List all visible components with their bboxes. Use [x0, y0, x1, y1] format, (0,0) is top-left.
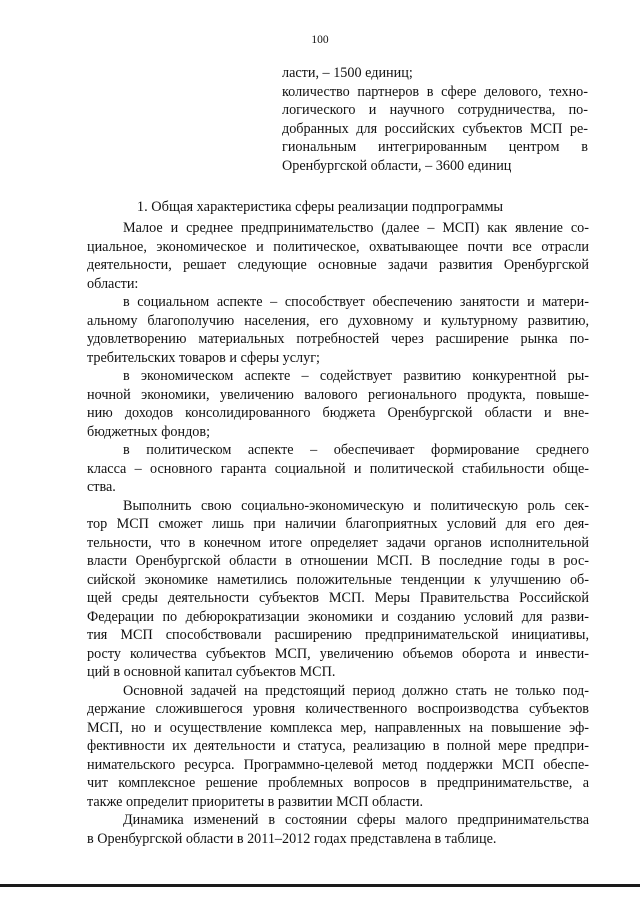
text-line: росту количества субъектов МСП, увеличению объемов оборота и инвести- [87, 645, 589, 662]
text-line: в Оренбургской области в 2011–2012 годах представлена в таблице. [87, 830, 497, 847]
indicator-line: логического и научного сотрудничества, по- [282, 102, 588, 119]
indicator-line: добранных для российских субъектов МСП ре- [282, 120, 588, 137]
text-line: Малое и среднее предпринимательство (далее – МСП) как явление со- [123, 220, 589, 236]
indicator-line: Оренбургской области, – 3600 единиц [282, 157, 512, 174]
indicator-line: ласти, – 1500 единиц; [282, 65, 413, 81]
indicator-line: гиональным интегрированным центром в [282, 139, 588, 156]
text-line: удовлетворению материальных потребностей через расширение рынка по- [87, 331, 589, 347]
paragraph-social-aspect [87, 293, 589, 367]
text-line: ства. [87, 479, 116, 495]
paragraph-intro [87, 219, 589, 293]
text-line: также определит приоритеты в развитии МСП области. [87, 793, 423, 810]
indicator-line: количество партнеров в сфере делового, техно- [282, 83, 588, 100]
text-line: нимательского ресурса. Программно-целевой метод поддержки МСП обеспе- [87, 756, 589, 773]
text-line: нию доходов консолидированного бюджета Оренбургской области и вне- [87, 405, 589, 421]
text-line: ций в основной капитал субъектов МСП. [87, 664, 336, 680]
text-line: власти Оренбургской области в отношении МСП. В последние годы в рос- [87, 553, 589, 569]
text-line: чит комплексное решение проблемных вопросов в предпринимательстве, а [87, 775, 589, 791]
text-line: Основной задачей на предстоящий период должно стать не только под- [123, 682, 589, 699]
text-line: области: [87, 275, 139, 292]
text-line: бюджетных фондов; [87, 423, 211, 440]
text-line: требительских товаров и сферы услуг; [87, 349, 320, 366]
text-line: щей среды деятельности субъектов МСП. Меры Правительства Российской [87, 590, 589, 606]
text-line: циальное, экономическое и политическое, охватывающее почти все отрасли [87, 238, 589, 255]
text-line: Выполнить свою социально-экономическую и политическую роль сек- [123, 497, 589, 514]
text-line: тельности, что в конечном итоге определяет задачи органов исполнительной [87, 534, 589, 551]
indicator-list-continuation [282, 64, 588, 176]
text-line: МСП, но и осуществление комплекса мер, направленных на повышение эф- [87, 719, 589, 736]
paragraph-dynamics [87, 811, 589, 848]
page-number: 100 [311, 34, 329, 46]
body-text [87, 219, 589, 848]
scan-bottom-border [0, 884, 640, 887]
text-line: тор МСП сможет лишь при наличии благоприятных условий для его дея- [87, 516, 589, 532]
paragraph-economic-aspect [87, 367, 589, 441]
text-line: ночной экономики, увеличению валового регионального продукта, повыше- [87, 386, 589, 403]
paragraph-main-task [87, 682, 589, 812]
text-line: сийской экономике наметились положительные тенденции к улучшению об- [87, 571, 589, 588]
text-line: в политическом аспекте – обеспечивает формирование среднего [123, 442, 589, 458]
paragraph-msp-role [87, 497, 589, 682]
text-line: фективности их деятельности и статуса, реализацию в полной мере предпри- [87, 738, 589, 754]
text-line: в экономическом аспекте – содействует развитию конкурентной ры- [123, 368, 589, 384]
text-line: тия МСП способствовали расширению предпринимательской инициативы, [87, 627, 589, 643]
text-line: альному благополучию населения, его духовному и культурному развитию, [87, 312, 589, 329]
text-line: держание сложившегося уровня количественного воспроизводства субъектов [87, 701, 589, 717]
text-line: Федерации по дебюрократизации экономики и созданию условий для разви- [87, 608, 589, 625]
text-line: Динамика изменений в состоянии сферы малого предпринимательства [123, 812, 589, 828]
text-line: деятельности, решает следующие основные задачи развития Оренбургской [87, 257, 589, 273]
text-line: в социальном аспекте – способствует обеспечению занятости и матери- [123, 294, 589, 310]
paragraph-political-aspect [87, 441, 589, 497]
text-line: класса – основного гаранта социальной и политической стабильности обще- [87, 460, 589, 477]
section-heading: 1. Общая характеристика сферы реализации подпрограммы [136, 199, 504, 215]
